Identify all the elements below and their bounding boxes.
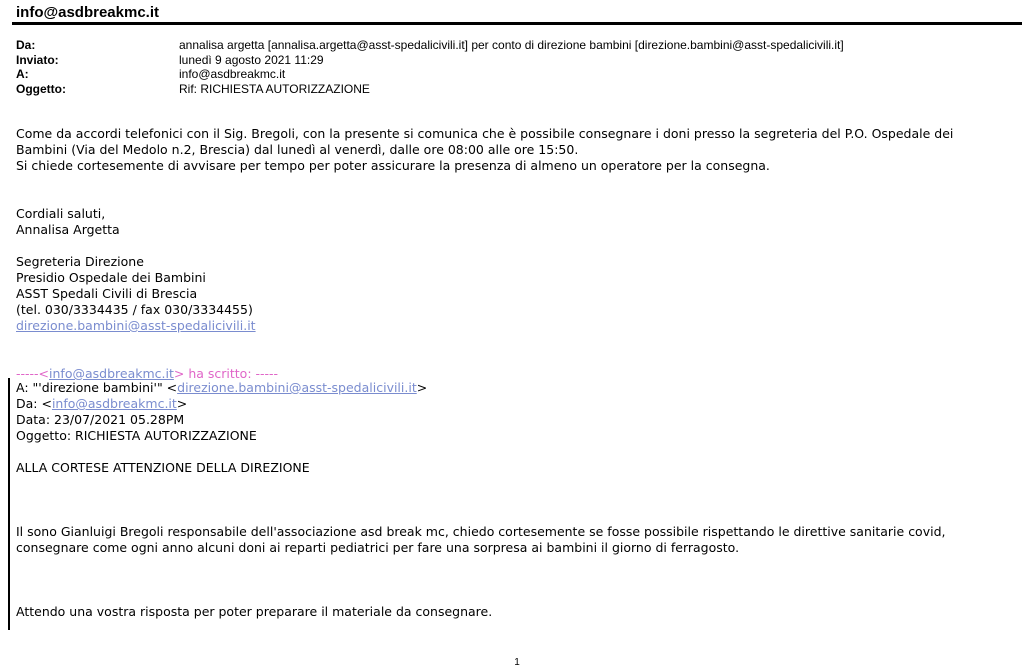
to-value: info@asdbreakmc.it (179, 67, 286, 81)
subject-label: Oggetto: (16, 81, 66, 96)
from-value: annalisa argetta [annalisa.argetta@asst-spedalicivili.it] per conto di direzione bambini [direzione.bambini@asst-spedalicivili.it] (179, 38, 844, 52)
closing-greeting: Cordiali saluti, (16, 206, 106, 221)
email-owner-title: info@asdbreakmc.it (16, 4, 159, 21)
subject-value: Rif: RICHIESTA AUTORIZZAZIONE (179, 81, 370, 96)
quoted-message (16, 380, 1016, 620)
signature-email-link[interactable]: direzione.bambini@asst-spedalicivili.it (16, 318, 256, 333)
quoted-request-paragraph: Il sono Gianluigi Bregoli responsabile dell'associazione asd break mc, chiedo cortesemente se fosse possibile rispettando le direttive sanitarie covid, consegnare come ogni anno alcuni doni ai reparti pediatrici per fare una sorpresa ai bambini il giorno di ferragosto. (16, 524, 946, 555)
quoted-to-email-link[interactable]: direzione.bambini@asst-spedalicivili.it (177, 380, 417, 395)
signer-name: Annalisa Argetta (16, 222, 120, 237)
sent-value: lunedì 9 agosto 2021 11:29 (179, 52, 324, 67)
sent-label: Inviato: (16, 52, 59, 67)
page-number: 1 (514, 657, 520, 668)
email-body (16, 126, 1016, 382)
quoted-separator-email-link[interactable]: info@asdbreakmc.it (49, 366, 174, 381)
body-line: Si chiede cortesemente di avvisare per tempo per poter assicurare la presenza di almeno un operatore per la consegna. (16, 158, 770, 173)
body-line: Bambini (Via del Medolo n.2, Brescia) dal lunedì al venerdì, dalle ore 08:00 alle ore 15:50. (16, 142, 579, 157)
signature-asst: ASST Spedali Civili di Brescia (16, 286, 198, 301)
body-line: Come da accordi telefonici con il Sig. Bregoli, con la presente si comunica che è possibile consegnare i doni presso la segreteria del P.O. Ospedale dei (16, 126, 954, 141)
quoted-from-email-link[interactable]: info@asdbreakmc.it (51, 396, 177, 411)
header-divider (12, 22, 1022, 25)
quoted-separator: -----<info@asdbreakmc.it> ha scritto: ----- (16, 366, 279, 381)
signature-office: Segreteria Direzione (16, 254, 144, 269)
from-label: Da: (16, 38, 36, 52)
quoted-attention-line: ALLA CORTESE ATTENZIONE DELLA DIREZIONE (16, 460, 310, 475)
quoted-to-line: A: "'direzione bambini'" <direzione.bambini@asst-spedalicivili.it> (16, 380, 428, 395)
signature-phone: (tel. 030/3334435 / fax 030/3334455) (16, 302, 253, 317)
quoted-subject-line: Oggetto: RICHIESTA AUTORIZZAZIONE (16, 428, 257, 443)
signature-organization: Presidio Ospedale dei Bambini (16, 270, 206, 285)
quoted-closing-line: Attendo una vostra risposta per poter preparare il materiale da consegnare. (16, 604, 493, 619)
quoted-date-line: Data: 23/07/2021 05.28PM (16, 412, 185, 427)
quoted-from-line: Da: <info@asdbreakmc.it> (16, 396, 188, 411)
to-label: A: (16, 67, 29, 81)
